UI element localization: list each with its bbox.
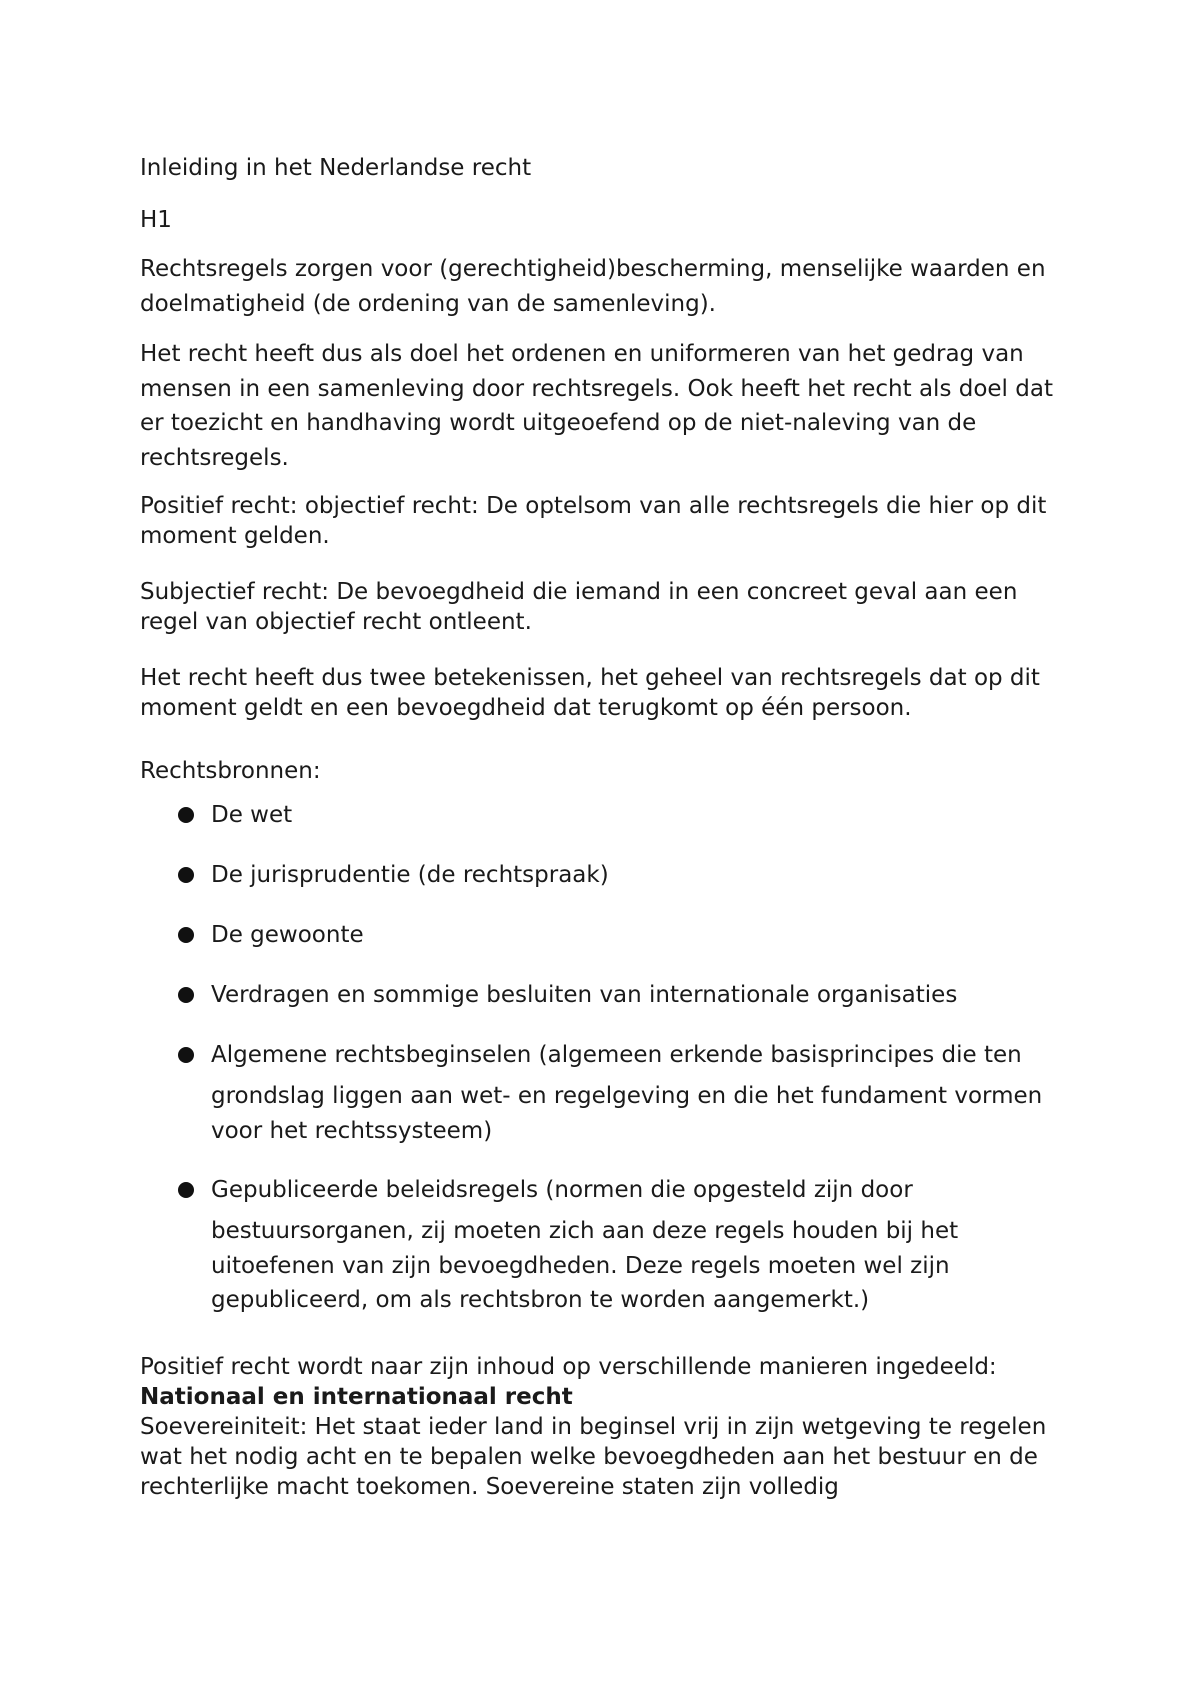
paragraph-1: Rechtsregels zorgen voor (gerechtigheid)bescherming, menselijke waarden en doelmatigheid (de ordening van de samenleving). — [140, 256, 1046, 317]
bullet-icon — [178, 867, 194, 883]
sources-label: Rechtsbronnen: — [140, 758, 321, 784]
list-item — [140, 917, 1080, 953]
list-item-text: De gewoonte — [211, 922, 364, 948]
paragraph-twee-betekenissen: Het recht heeft dus twee betekenissen, het geheel van rechtsregels dat op dit moment geldt en een bevoegdheid dat terugkomt op één persoon. — [140, 665, 1040, 721]
list-item-text: De wet — [211, 802, 293, 828]
list-item — [140, 797, 1080, 833]
paragraph-positief-recht: Positief recht: objectief recht: De optelsom van alle rechtsregels die hier op dit moment gelden. — [140, 493, 1047, 549]
list-item-continuation: bestuursorganen, zij moeten zich aan deze regels houden bij het uitoefenen van zijn bevoegdheden. Deze regels moeten wel zijn gepubliceerd, om als rechtsbron te worden aangemerkt.) — [211, 1218, 959, 1313]
bullet-icon — [178, 1182, 194, 1198]
list-item-text: De jurisprudentie (de rechtspraak) — [211, 862, 609, 888]
document-page — [140, 150, 1080, 1502]
list-item-text: Algemene rechtsbeginselen (algemeen erkende basisprincipes die ten — [211, 1042, 1022, 1068]
list-item — [140, 857, 1080, 893]
bullet-icon — [178, 807, 194, 823]
chapter-label: H1 — [140, 207, 172, 233]
document-title: Inleiding in het Nederlandse recht — [140, 155, 532, 181]
bullet-icon — [178, 987, 194, 1003]
list-item — [140, 1172, 1080, 1318]
classification-intro: Positief recht wordt naar zijn inhoud op verschillende manieren ingedeeld: — [140, 1353, 997, 1380]
section-heading: Nationaal en internationaal recht — [140, 1383, 573, 1410]
sovereignty-paragraph: Soevereiniteit: Het staat ieder land in beginsel vrij in zijn wetgeving te regelen wat het nodig acht en te bepalen welke bevoegdheden aan het bestuur en de rechterlijke macht toekomen. Soevereine staten zijn volledig — [140, 1413, 1047, 1500]
list-item-text: Verdragen en sommige besluiten van internationale organisaties — [211, 982, 958, 1008]
list-item-continuation: grondslag liggen aan wet- en regelgeving en die het fundament vormen voor het rechtssysteem) — [211, 1083, 1043, 1144]
paragraph-subjectief-recht: Subjectief recht: De bevoegdheid die iemand in een concreet geval aan een regel van objectief recht ontleent. — [140, 579, 1018, 635]
list-item — [140, 977, 1080, 1013]
list-item-text: Gepubliceerde beleidsregels (normen die opgesteld zijn door — [211, 1177, 913, 1203]
bullet-icon — [178, 1047, 194, 1063]
sources-list — [140, 797, 1080, 1318]
list-item — [140, 1037, 1080, 1148]
bullet-icon — [178, 927, 194, 943]
paragraph-2: Het recht heeft dus als doel het ordenen en uniformeren van het gedrag van mensen in een samenleving door rechtsregels. Ook heeft het recht als doel dat er toezicht en handhaving wordt uitgeoefend op de niet-naleving van de rechtsregels. — [140, 341, 1053, 471]
